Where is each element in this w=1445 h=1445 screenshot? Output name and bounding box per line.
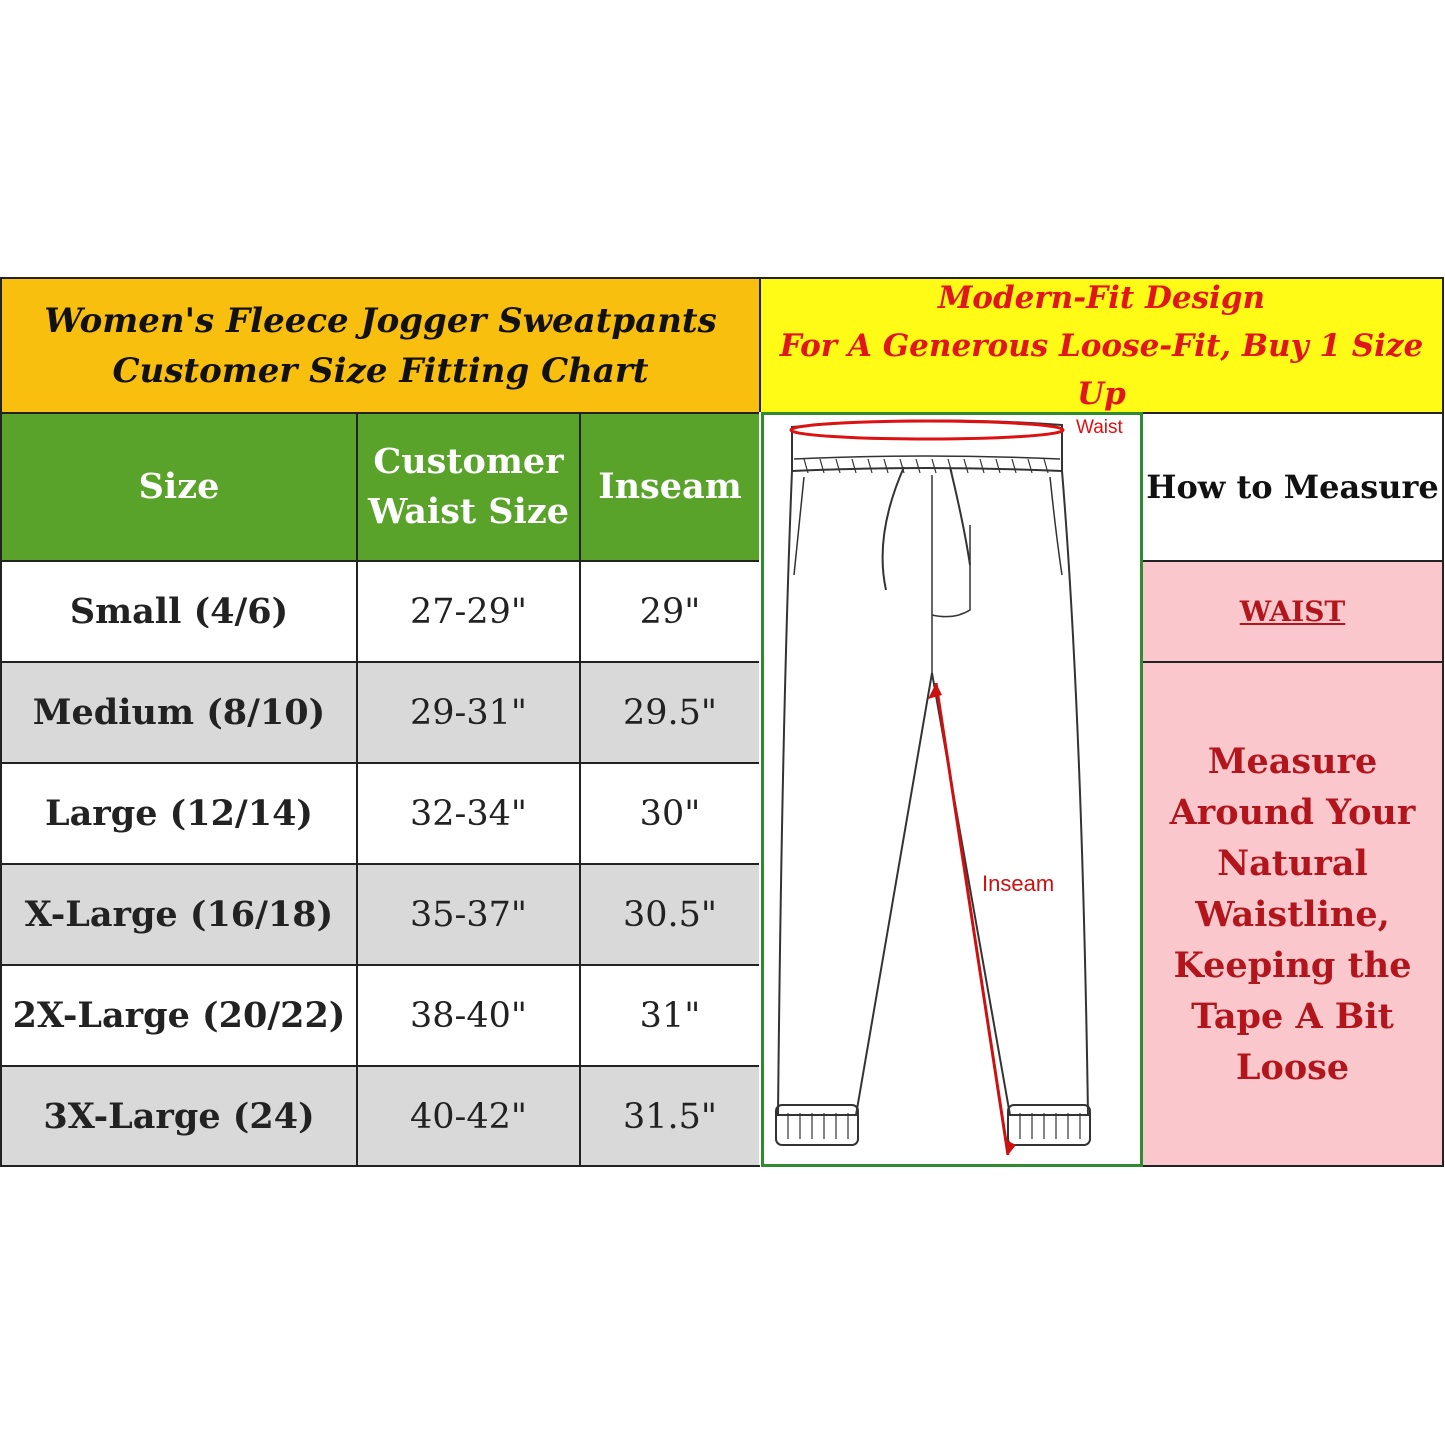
waist-section-heading [1143, 560, 1444, 661]
size-chart [0, 277, 1444, 1167]
inseam-label: Inseam [982, 871, 1055, 896]
column-header-waist-line2: Waist Size [367, 491, 569, 532]
inseam-cell: 29" [579, 560, 759, 661]
waist-cell: 38-40" [356, 964, 579, 1065]
size-cell: Small (4/6) [0, 560, 356, 661]
drawstring-right [950, 467, 970, 565]
column-header-size-label: Size [138, 466, 220, 507]
column-header-size [0, 412, 356, 560]
how-to-measure-title [1143, 412, 1444, 560]
waist-marker [791, 421, 1063, 439]
size-cell: 3X-Large (24) [0, 1065, 356, 1166]
chart-title [0, 277, 759, 412]
pants-illustration [764, 415, 1140, 1164]
column-header-inseam-label: Inseam [598, 466, 742, 507]
measure-instruction-text: Measure Around Your Natural Waistline, Keeping the Tape A Bit Loose [1169, 740, 1416, 1088]
waist-cell: 40-42" [356, 1065, 579, 1166]
inseam-cell: 29.5" [579, 661, 759, 762]
pants-diagram [761, 412, 1143, 1167]
fit-note-line1: Modern-Fit Design [937, 279, 1266, 316]
measure-instruction [1143, 661, 1444, 1167]
left-leg-outline [778, 471, 932, 1115]
how-to-measure-label: How to Measure [1146, 468, 1439, 506]
inseam-cell: 30" [579, 762, 759, 863]
waistband-shape [792, 420, 1062, 471]
column-header-inseam [579, 412, 759, 560]
fit-note [759, 277, 1444, 412]
right-leg-outline [932, 471, 1088, 1115]
table-bottom-border [0, 1165, 760, 1167]
waist-label: Waist [1076, 417, 1123, 438]
chart-title-line1: Women's Fleece Jogger Sweatpants [44, 300, 717, 341]
chart-title-line2: Customer Size Fitting Chart [112, 350, 649, 391]
inseam-cell: 30.5" [579, 863, 759, 964]
size-cell: Large (12/14) [0, 762, 356, 863]
size-cell: Medium (8/10) [0, 661, 356, 762]
waist-cell: 27-29" [356, 560, 579, 661]
waist-cell: 35-37" [356, 863, 579, 964]
inseam-cell: 31" [579, 964, 759, 1065]
drawstring-left [883, 467, 904, 590]
waist-section-label: WAIST [1239, 595, 1346, 628]
size-cell: 2X-Large (20/22) [0, 964, 356, 1065]
waist-cell: 29-31" [356, 661, 579, 762]
size-cell: X-Large (16/18) [0, 863, 356, 964]
waist-cell: 32-34" [356, 762, 579, 863]
column-header-waist [356, 412, 579, 560]
inseam-cell: 31.5" [579, 1065, 759, 1166]
fit-note-line2: For A Generous Loose-Fit, Buy 1 Size Up [779, 327, 1424, 412]
inseam-arrow [936, 683, 1008, 1155]
column-header-waist-line1: Customer [373, 441, 564, 482]
